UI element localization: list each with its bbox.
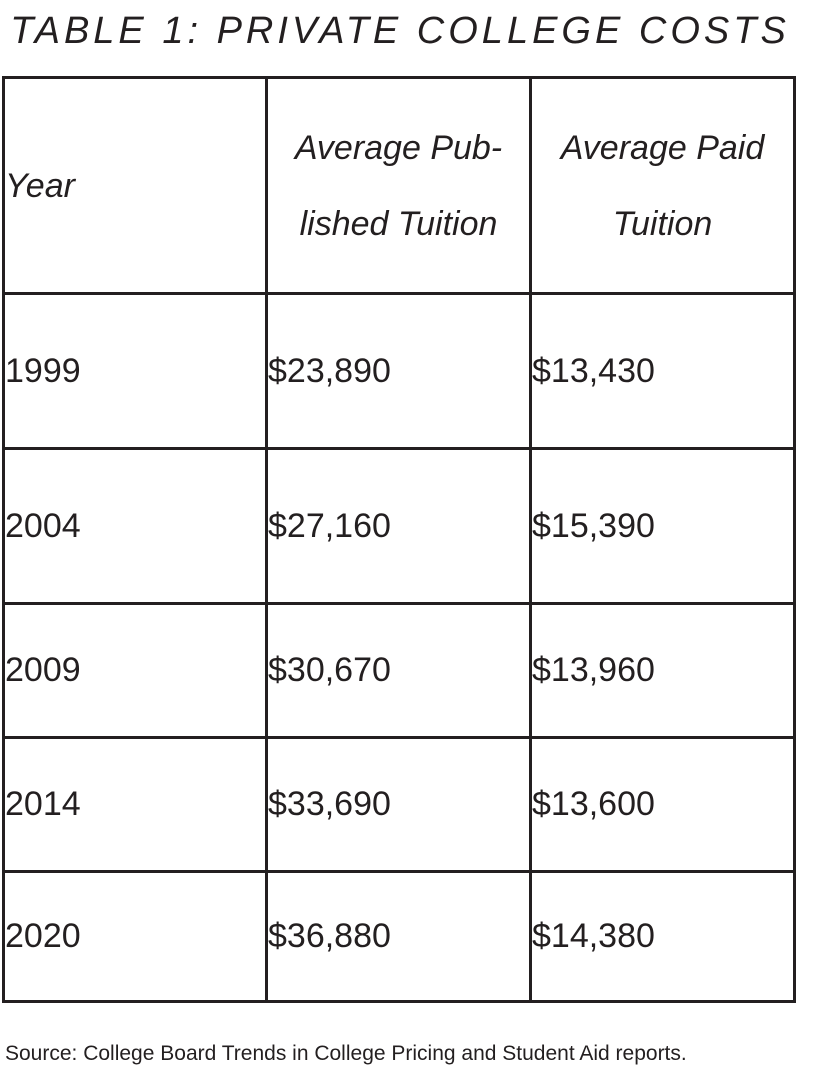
cell-paid-tuition: $13,430 <box>531 294 795 449</box>
cell-year: 2009 <box>4 604 267 738</box>
cell-paid-tuition: $13,960 <box>531 604 795 738</box>
cell-published-tuition: $30,670 <box>267 604 531 738</box>
table-row <box>4 604 795 738</box>
column-header-paid-tuition <box>531 78 795 294</box>
column-header-published-tuition <box>267 78 531 294</box>
cell-published-tuition: $23,890 <box>267 294 531 449</box>
cell-published-tuition: $33,690 <box>267 738 531 872</box>
table-title: TABLE 1: PRIVATE COLLEGE COSTS <box>10 10 790 52</box>
column-header-published-line2: lished Tuition <box>299 204 498 243</box>
column-header-paid-line2: Tuition <box>612 204 713 243</box>
table-row <box>4 872 795 1002</box>
cell-published-tuition: $27,160 <box>267 449 531 604</box>
cell-published-tuition: $36,880 <box>267 872 531 1002</box>
column-header-published-line1: Average Pub- <box>294 128 503 167</box>
table-row <box>4 738 795 872</box>
cell-paid-tuition: $15,390 <box>531 449 795 604</box>
cell-year: 2014 <box>4 738 267 872</box>
cell-year: 2004 <box>4 449 267 604</box>
college-costs-table <box>2 76 796 1003</box>
cell-year: 1999 <box>4 294 267 449</box>
table-header-row <box>4 78 795 294</box>
table-row <box>4 294 795 449</box>
cell-paid-tuition: $14,380 <box>531 872 795 1002</box>
column-header-year-label: Year <box>5 166 75 205</box>
cell-paid-tuition: $13,600 <box>531 738 795 872</box>
column-header-paid-line1: Average Paid <box>560 128 765 167</box>
column-header-year <box>4 78 267 294</box>
cell-year: 2020 <box>4 872 267 1002</box>
table-row <box>4 449 795 604</box>
source-note: Source: College Board Trends in College Pricing and Student Aid reports. <box>5 1042 687 1065</box>
